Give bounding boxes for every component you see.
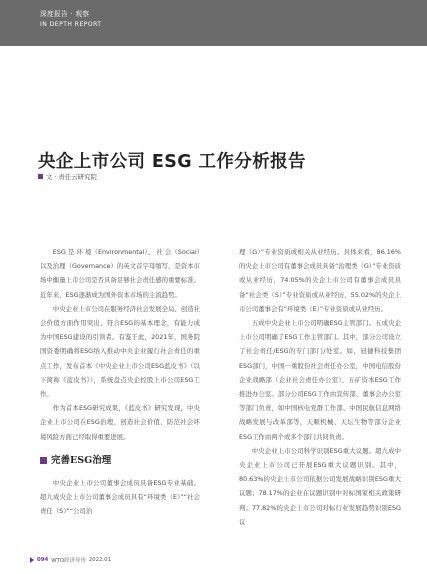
byline xyxy=(38,172,97,181)
section-heading xyxy=(40,454,200,468)
section-header xyxy=(40,11,101,28)
paragraph: 理（G）”专业资质或相关从业经历。具体来看，86.16%的央企上市公司有董事会成员具备“治理类（G）”专业资质或从业经历，74.05%的央企上市公司有董事会成员具备“社会类（S）”专业资质或从业经历，55.02%的央企上市公司董事会有“环境类（E）”专业资质或从业经历。 xyxy=(239,248,401,313)
section-square-icon xyxy=(40,457,47,464)
page-footer xyxy=(30,556,111,564)
paragraph: ESG 是 环 境（Environmental）、 社 会（Social）以及治理（Governance）的英文首字母缩写，是资本市场中衡量上市公司是否具备足够社会责任感的重要标准。近年来，ESG逐渐成为国外资本市场的主流趋势。 xyxy=(40,248,200,299)
magazine-name: WTO经济导刊 xyxy=(51,558,86,564)
paragraph: 中央企业上市公司董事会成员具备ESG专业基础。超九成央企上市公司董事会成员具有“环境类（E）”“社会责任（S）”“公司治 xyxy=(40,479,200,516)
paragraph: 作为首本ESG研究成果，《蓝皮书》研究发现，中央企业上市公司在ESG治理、创造社会价值、防范社会环境风险方面已经取得重要进展。 xyxy=(40,404,200,441)
left-column xyxy=(40,245,200,519)
article-title: 央企上市公司 ESG 工作分析报告 xyxy=(38,152,306,172)
issue-date: 2022.01 xyxy=(88,557,111,563)
section-label-cn: 深度报告 · 观察 xyxy=(40,10,90,18)
paragraph: 中央企业上市公司科学识别ESG重大议题。超九成中央企业上市公司已开展ESG重大议题识别。其中，80.63%的央企上市公司依据公司发展战略识别ESG重大议题；78.17%的企业在议题识别中对标国家相关政策研判；77.82%的央企上市公司对标行业发展趋势识别ESG议 xyxy=(239,446,401,526)
page-arrow-icon xyxy=(30,557,34,563)
page-number: 094 xyxy=(37,557,49,563)
byline-square-icon xyxy=(38,174,43,179)
byline-text: 文 · 责任云研究院 xyxy=(46,173,97,181)
section-title: 完善ESG治理 xyxy=(51,454,112,466)
paragraph: 五成中央企业上市公司明确ESG主管部门。五成央企上市公司明确了ESG工作主管部门。其中，部分公司设立了社会责任/ESG的专门部门/处室。如，冠捷科技集团ESG部门，中国一重股份社会责任办公室，中国电信股份企业战略部（企业社会责任办公室）、五矿资本ESG工作推进办公室。部分公司ESG工作由宣传部、董事会办公室等部门负责，如中国核电党群工作部、中国民航信息网络战略发展与改革部等，天顺机械、天坛生物等部分企业ESG工作由两个或多个部门共同负责。 xyxy=(239,319,401,441)
section-label-en: IN DEPTH REPORT xyxy=(40,20,102,28)
right-column xyxy=(239,245,401,529)
paragraph: 中央企业上市公司在服务经济社会发展全局、创造社会价值方面作用突出，符合ESG的基本理念，有能力成为中国ESG建设的引领者。有鉴于此，2021年，国务院国资委明确将ESG纳入推动中央企业履行社会责任的重点工作，发布首本《中央企业上市公司ESG蓝皮书》（以下简称《蓝皮书》），系统盘点央企控股上市公司ESG工作。 xyxy=(40,304,200,399)
